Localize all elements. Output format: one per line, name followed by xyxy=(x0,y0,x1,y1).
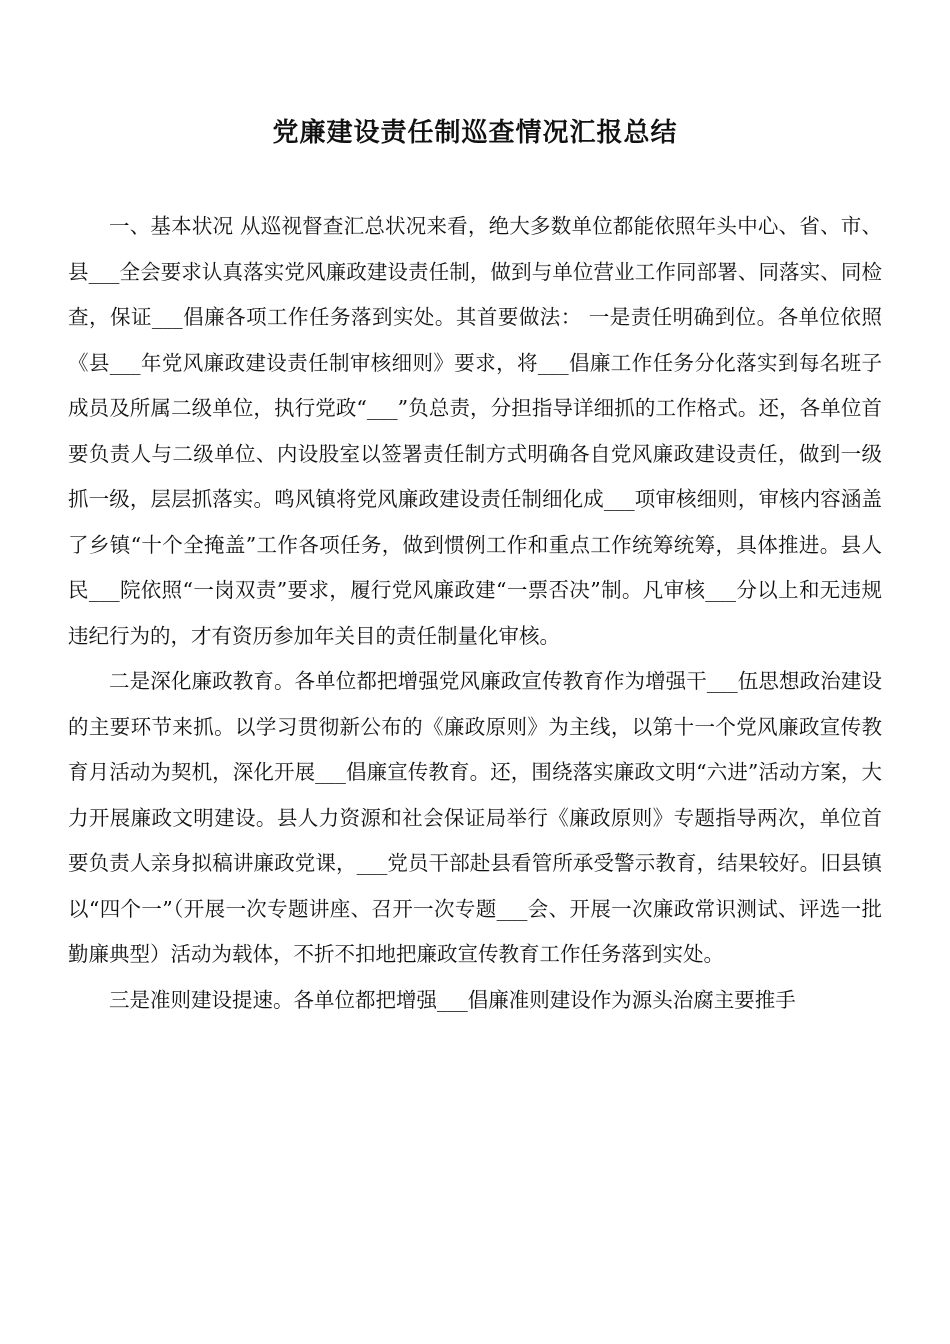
paragraph-integrity-education: 二是深化廉政教育。各单位都把增强党风廉政宣传教育作为增强干___伍思想政治建设的主要环节来抓。以学习贯彻新公布的《廉政原则》为主线，以第十一个党风廉政宣传教育月活动为契机，深化开展___倡廉宣传教育。还，围绕落实廉政文明“六进”活动方案，大力开展廉政文明建设。县人力资源和社会保证局举行《廉政原则》专题指导两次，单位首要负责人亲身拟稿讲廉政党课，___党员干部赴县看管所承受警示教育，结果较好。旧县镇以“四个一”（开展一次专题讲座、召开一次专题___会、开展一次廉政常识测试、评选一批勤廉典型）活动为载体，不折不扣地把廉政宣传教育工作任务落到实处。 xyxy=(68,669,882,966)
paragraph-rule-building: 三是准则建设提速。各单位都把增强___倡廉准则建设作为源头治腐主要推手 xyxy=(109,987,796,1012)
document-title: 党廉建设责任制巡查情况汇报总结 xyxy=(272,118,678,149)
paragraph-basic-status: 一、基本状况 从巡视督查汇总状况来看，绝大多数单位都能依照年头中心、省、市、县___全会要求认真落实党风廉政建设责任制，做到与单位营业工作同部署、同落实、同检查，保证___倡廉各项工作任务落到实处。其首要做法： 一是责任明确到位。各单位依照《县___年党风廉政建设责任制审核细则》要求，将___倡廉工作任务分化落实到每名班子成员及所属二级单位，执行党政“___”负总责，分担指导详细抓的工作格式。还，各单位首要负责人与二级单位、内设股室以签署责任制方式明确各自党风廉政建设责任，做到一级抓一级，层层抓落实。鸣风镇将党风廉政建设责任制细化成___项审核细则，审核内容涵盖了乡镇“十个全掩盖”工作各项任务，做到惯例工作和重点工作统筹统筹，具体推进。县人民___院依照“一岗双责”要求，履行党风廉政建“一票否决”制。凡审核___分以上和无违规违纪行为的，才有资历参加年关目的责任制量化审核。 xyxy=(68,214,882,648)
document-body xyxy=(68,204,882,1023)
